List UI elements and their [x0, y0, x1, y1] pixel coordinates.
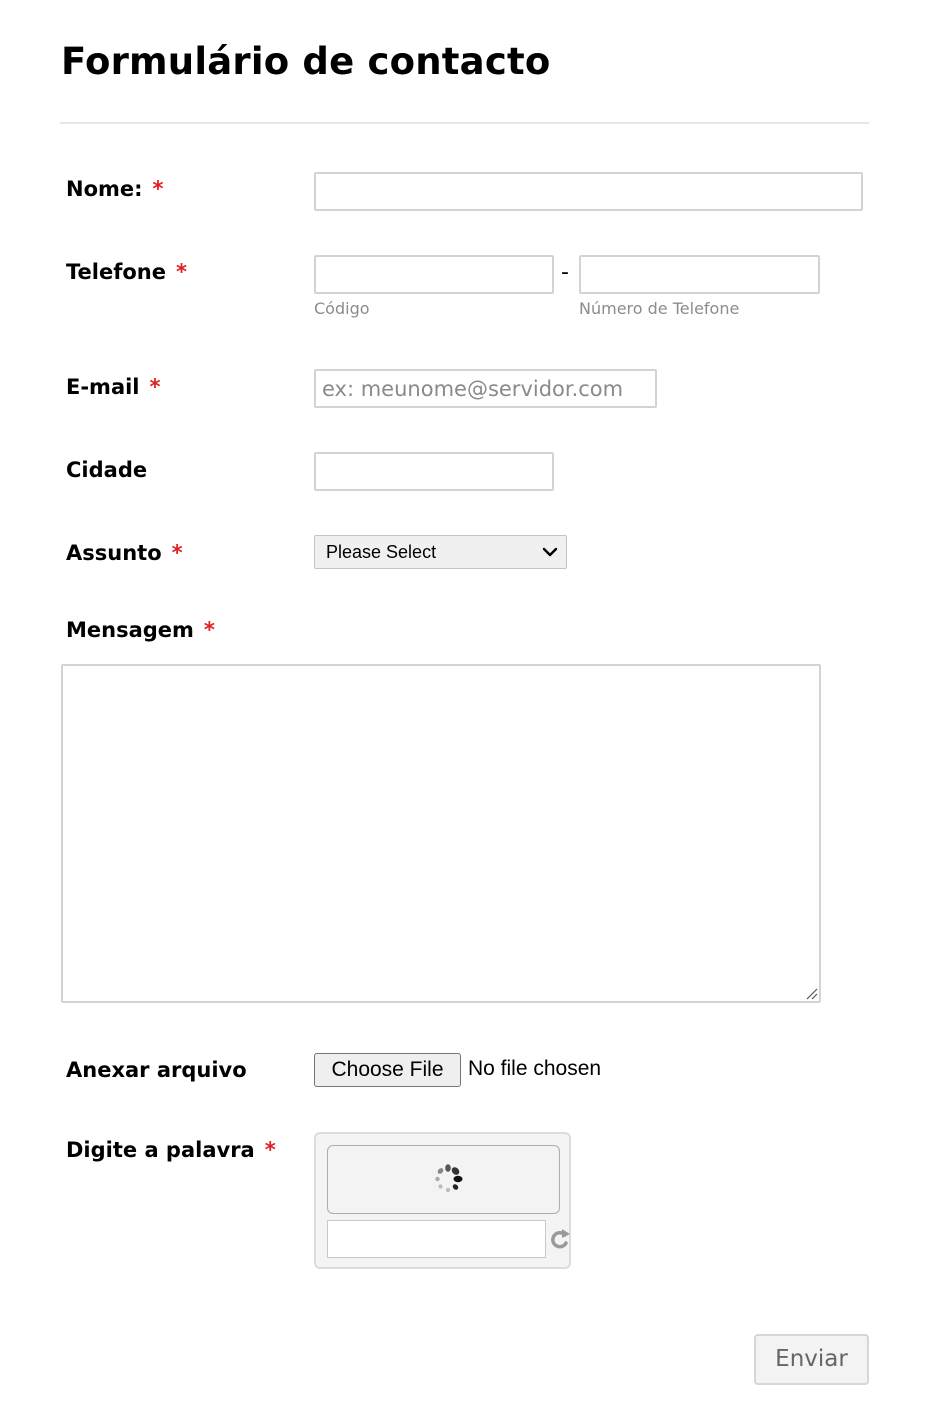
telefone-code-input[interactable]: [314, 255, 554, 294]
telefone-number-input[interactable]: [579, 255, 820, 294]
email-label: [66, 375, 161, 399]
required-marker: *: [203, 618, 215, 642]
nome-label-text: Nome:: [66, 177, 143, 201]
telefone-separator: -: [561, 260, 569, 285]
email-input[interactable]: [314, 369, 657, 408]
enviar-button[interactable]: Enviar: [754, 1334, 869, 1385]
required-marker: *: [264, 1138, 276, 1162]
telefone-number-sublabel: Número de Telefone: [579, 299, 740, 318]
cidade-label-text: Cidade: [66, 458, 148, 482]
email-label-text: E-mail: [66, 375, 140, 399]
telefone-label: [66, 260, 187, 284]
captcha-label: [66, 1138, 276, 1162]
required-marker: *: [152, 177, 164, 201]
reload-icon[interactable]: [549, 1226, 571, 1252]
file-status: No file chosen: [468, 1057, 602, 1080]
telefone-label-text: Telefone: [66, 260, 166, 284]
choose-file-button[interactable]: Choose File: [314, 1053, 461, 1087]
captcha-label-text: Digite a palavra: [66, 1138, 255, 1162]
nome-label: [66, 177, 164, 201]
resize-handle-icon[interactable]: [804, 986, 818, 1000]
cidade-input[interactable]: [314, 452, 554, 491]
required-marker: *: [175, 260, 187, 284]
mensagem-label: [66, 618, 215, 642]
cidade-label: [66, 458, 147, 482]
chevron-down-icon: [542, 544, 558, 560]
spinner-icon: [428, 1159, 468, 1199]
captcha-input[interactable]: [327, 1220, 546, 1258]
assunto-select[interactable]: [314, 535, 567, 569]
captcha-box: [314, 1132, 571, 1269]
required-marker: *: [171, 541, 183, 565]
title-divider: [60, 122, 869, 124]
captcha-image: [327, 1145, 560, 1214]
telefone-code-sublabel: Código: [314, 299, 370, 318]
nome-input[interactable]: [314, 172, 863, 211]
assunto-selected-value: Please Select: [326, 542, 437, 562]
page-title: Formulário de contacto: [61, 40, 551, 83]
anexo-label-text: Anexar arquivo: [66, 1058, 247, 1082]
assunto-label: [66, 541, 183, 565]
mensagem-textarea[interactable]: [61, 664, 821, 1003]
required-marker: *: [149, 375, 161, 399]
anexo-label: [66, 1058, 247, 1082]
mensagem-label-text: Mensagem: [66, 618, 194, 642]
assunto-label-text: Assunto: [66, 541, 162, 565]
